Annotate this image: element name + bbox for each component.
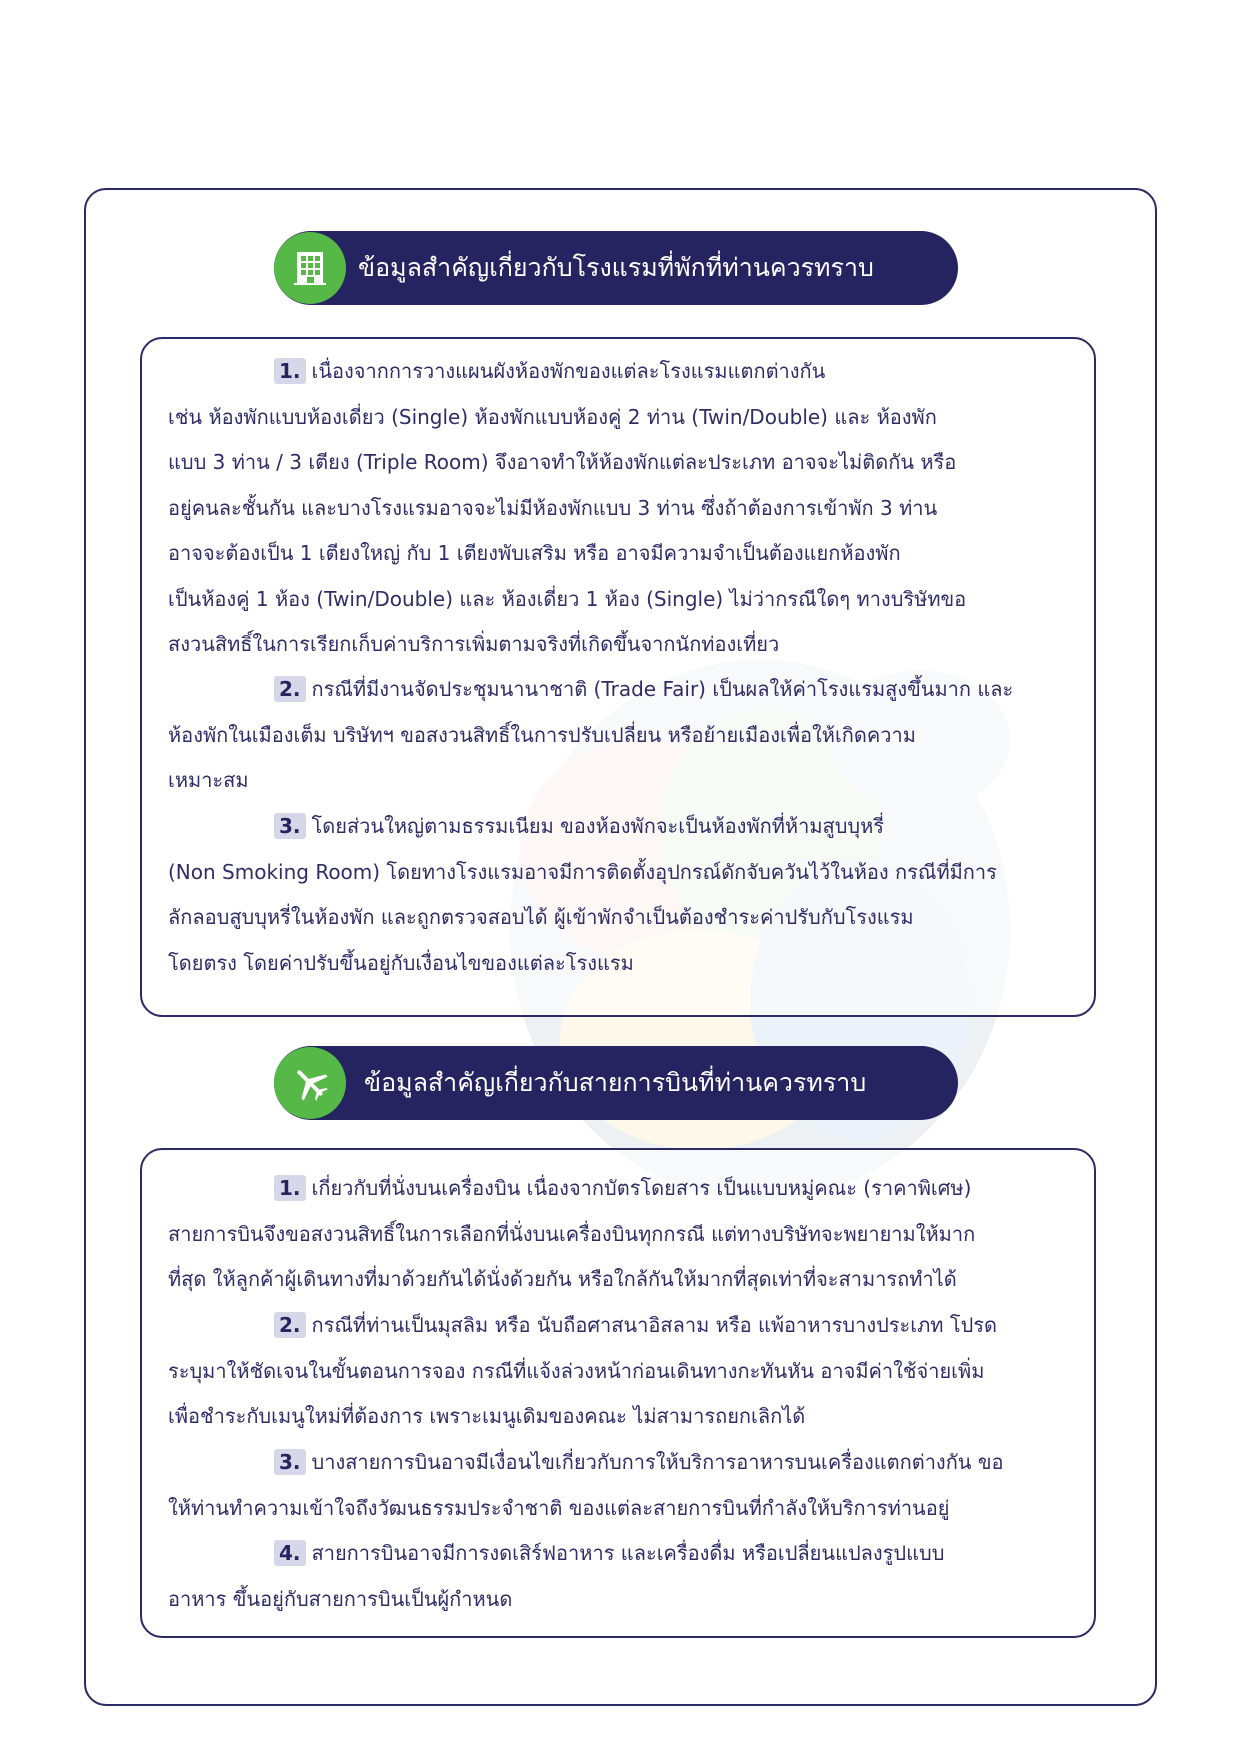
airline-section-title: ข้อมูลสำคัญเกี่ยวกับสายการบินที่ท่านควรทราบ [364, 1068, 867, 1097]
text-line: สงวนสิทธิ์ในการเรียกเก็บค่าบริการเพิ่มตามจริงที่เกิดขึ้นจากนักท่องเที่ยว [168, 632, 780, 656]
text-line: ระบุมาให้ชัดเจนในขั้นตอนการจอง กรณีที่แจ้งล่วงหน้าก่อนเดินทางกะทันหัน อาจมีค่าใช้จ่ายเพิ่ม [168, 1358, 985, 1383]
hotel-section-title: ข้อมูลสำคัญเกี่ยวกับโรงแรมที่พักที่ท่านควรทราบ [358, 253, 874, 282]
text-line: เพื่อชำระกับเมนูใหม่ที่ต้องการ เพราะเมนูเดิมของคณะ ไม่สามารถยกเลิกได้ [168, 1404, 806, 1428]
text-line: ห้องพักในเมืองเต็ม บริษัทฯ ขอสงวนสิทธิ์ในการปรับเปลี่ยน หรือย้ายเมืองเพื่อให้เกิดความ [168, 722, 916, 747]
text-line: ที่สุด ให้ลูกค้าผู้เดินทางที่มาด้วยกันได้นั่งด้วยกัน หรือใกล้กันให้มากที่สุดเท่าที่จะสามารถทำได้ [168, 1267, 957, 1291]
text-line: สายการบินจึงขอสงวนสิทธิ์ในการเลือกที่นั่งบนเครื่องบินทุกกรณี แต่ทางบริษัทจะพยายามให้มาก [168, 1221, 976, 1246]
text-line: กรณีที่มีงานจัดประชุมนานาชาติ (Trade Fair) เป็นผลให้ค่าโรงแรมสูงขึ้นมาก และ [311, 677, 1014, 701]
text-line: (Non Smoking Room) โดยทางโรงแรมอาจมีการติดตั้งอุปกรณ์ดักจับควันไว้ในห้อง กรณีที่มีการ [168, 859, 997, 884]
hotel-section-header [274, 231, 958, 305]
airline-item-4 [168, 1531, 944, 1622]
text-line: เหมาะสม [168, 768, 249, 792]
text-line: ให้ท่านทำความเข้าใจถึงวัฒนธรรมประจำชาติ ของแต่ละสายการบินที่กำลังให้บริการท่านอยู่ [168, 1495, 950, 1520]
text-line: ลักลอบสูบบุหรี่ในห้องพัก และถูกตรวจสอบได้ ผู้เข้าพักจำเป็นต้องชำระค่าปรับกับโรงแรม [168, 905, 914, 929]
airline-item-2 [168, 1303, 997, 1440]
text-line: อาหาร ขึ้นอยู่กับสายการบินเป็นผู้กำหนด [168, 1586, 513, 1611]
text-line: เนื่องจากการวางแผนผังห้องพักของแต่ละโรงแรมแตกต่างกัน [311, 359, 826, 383]
item-number: 1. [274, 358, 306, 384]
text-line: เกี่ยวกับที่นั่งบนเครื่องบิน เนื่องจากบัตรโดยสาร เป็นแบบหมู่คณะ (ราคาพิเศษ) [311, 1176, 972, 1200]
text-line: สายการบินอาจมีการงดเสิร์ฟอาหาร และเครื่องดื่ม หรือเปลี่ยนแปลงรูปแบบ [311, 1541, 945, 1565]
text-line: อยู่คนละชั้นกัน และบางโรงแรมอาจจะไม่มีห้องพักแบบ 3 ท่าน ซึ่งถ้าต้องการเข้าพัก 3 ท่าน [168, 495, 938, 520]
airplane-icon [274, 1047, 346, 1119]
hotel-item-1 [168, 349, 966, 668]
hotel-item-2 [168, 667, 1013, 804]
text-line: บางสายการบินอาจมีเงื่อนไขเกี่ยวกับการให้บริการอาหารบนเครื่องแตกต่างกัน ขอ [311, 1450, 1004, 1474]
text-line: เช่น ห้องพักแบบห้องเดี่ยว (Single) ห้องพักแบบห้องคู่ 2 ท่าน (Twin/Double) และ ห้องพัก [168, 404, 937, 429]
airline-item-3 [168, 1440, 1004, 1531]
text-line: เป็นห้องคู่ 1 ห้อง (Twin/Double) และ ห้องเดี่ยว 1 ห้อง (Single) ไม่ว่ากรณีใดๆ ทางบริษัทขอ [168, 586, 967, 611]
item-number: 3. [274, 1449, 306, 1475]
building-icon [274, 232, 346, 304]
item-number: 2. [274, 676, 306, 702]
hotel-item-3 [168, 804, 997, 986]
item-number: 3. [274, 813, 306, 839]
text-line: กรณีที่ท่านเป็นมุสลิม หรือ นับถือศาสนาอิสลาม หรือ แพ้อาหารบางประเภท โปรด [311, 1313, 998, 1337]
airline-item-1 [168, 1166, 975, 1303]
text-line: โดยส่วนใหญ่ตามธรรมเนียม ของห้องพักจะเป็นห้องพักที่ห้ามสูบบุหรี่ [311, 814, 885, 838]
item-number: 2. [274, 1312, 306, 1338]
text-line: อาจจะต้องเป็น 1 เตียงใหญ่ กับ 1 เตียงพับเสริม หรือ อาจมีความจำเป็นต้องแยกห้องพัก [168, 541, 901, 565]
text-line: โดยตรง โดยค่าปรับขึ้นอยู่กับเงื่อนไขของแต่ละโรงแรม [168, 950, 634, 975]
item-number: 1. [274, 1175, 306, 1201]
text-line: แบบ 3 ท่าน / 3 เตียง (Triple Room) จึงอาจทำให้ห้องพักแต่ละประเภท อาจจะไม่ติดกัน หรือ [168, 450, 957, 474]
item-number: 4. [274, 1540, 306, 1566]
airline-section-header [274, 1046, 958, 1120]
